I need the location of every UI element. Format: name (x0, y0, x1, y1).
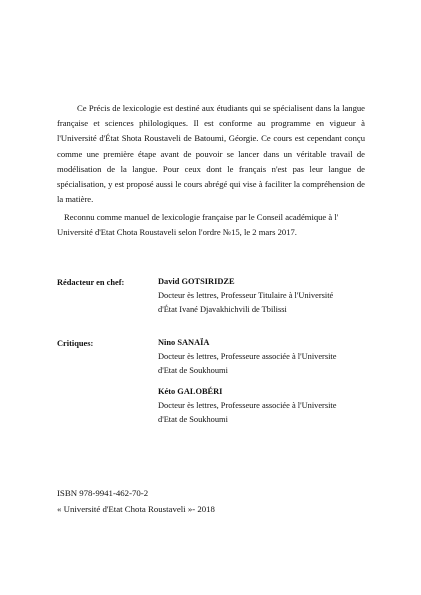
approval-paragraph (57, 210, 369, 241)
editor-name: David GOTSIRIDZE (158, 277, 235, 286)
critics-label: Critiques: (57, 339, 94, 348)
intro-paragraph (57, 101, 365, 207)
editor-entry (158, 275, 358, 317)
colophon (57, 486, 215, 517)
critic-entry (158, 385, 358, 427)
critic-description: Docteur ès lettres, Professeure associée à l'Universite d'Etat de Soukhoumi (158, 352, 337, 375)
editor-label: Rédacteur en chef: (57, 278, 125, 287)
approval-text: Reconnu comme manuel de lexicologie française par le Conseil académique à l' Université d'Etat Chota Roustaveli selon l'ordre №15, le 2 mars 2017. (57, 212, 339, 238)
editor-description: Docteur ès lettres, Professeur Titulaire à l'Université d'État Ivané Djavakhichvili de Tbilissi (158, 291, 334, 314)
critic-name: Nino SANAÏA (158, 338, 210, 347)
intro-text: Ce Précis de lexicologie est destiné aux étudiants qui se spécialisent dans la langue française et sciences philologiques. Il est conforme au programme en vigueur à l'Université d'État Shota Roustaveli de Batoumi, Géorgie. Ce cours est cependant conçu comme une première étape avant de pouvoir se lancer dans un véritable travail de modélisation de la langue. Pour ceux dont le français n'est pas leur langue de spécialisation, y est proposé aussi le cours abrégé qui vise à faciliter la compréhension de la matière. (57, 103, 365, 205)
critic-entry (158, 336, 358, 378)
critic-description: Docteur ès lettres, Professeure associée à l'Universite d'Etat de Soukhoumi (158, 401, 337, 424)
publisher-line: « Université d'Etat Chota Roustaveli »- 2018 (57, 503, 215, 514)
critic-name: Kéto GALOBÉRI (158, 387, 223, 396)
isbn: ISBN 978-9941-462-70-2 (57, 488, 149, 498)
